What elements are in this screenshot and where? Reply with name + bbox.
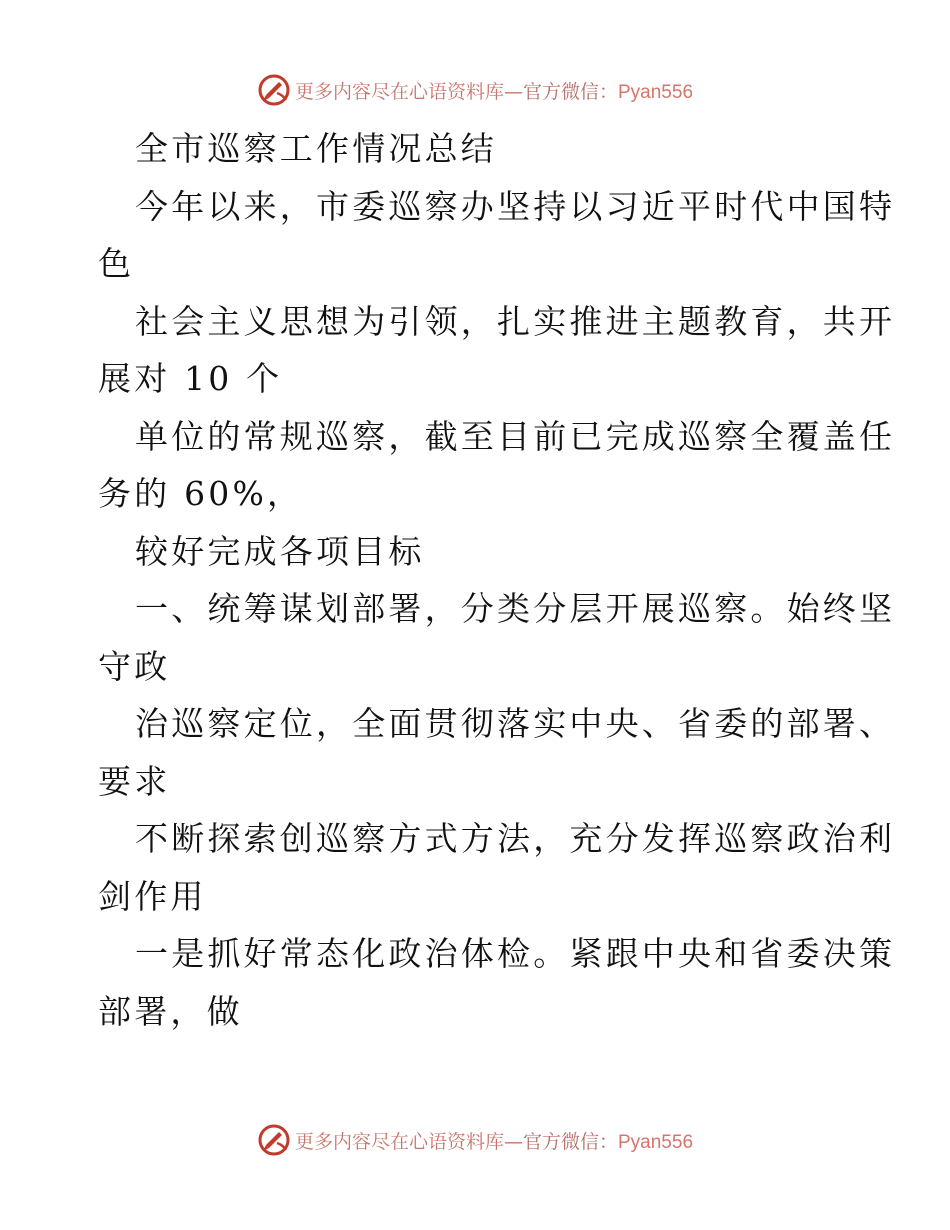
watermark-text: [295, 1127, 693, 1154]
watermark-wechat-label: 官方微信：: [522, 1130, 618, 1153]
paragraph-line: 一是抓好常态化政治体检。紧跟中央和省委决策: [135, 934, 896, 973]
footer-watermark: [0, 1120, 950, 1160]
watermark-prefix: 更多内容尽在心语资料库: [294, 1130, 504, 1153]
paragraph-line: 务的 60%，: [98, 474, 304, 513]
section-heading-line: 一、统筹谋划部署，分类分层开展巡察。始终坚: [135, 589, 896, 628]
paragraph-line: 不断探索创巡察方式方法，充分发挥巡察政治利: [135, 819, 896, 858]
paragraph-line: 治巡察定位，全面贯彻落实中央、省委的部署、: [135, 704, 896, 743]
watermark-separator: —: [503, 1130, 523, 1153]
document-body: [98, 120, 896, 1040]
paragraph-line: 社会主义思想为引领，扎实推进主题教育，共开: [135, 301, 896, 341]
document-title: 全市巡察工作情况总结: [135, 129, 497, 168]
watermark-wechat-id: Pyan556: [618, 1131, 694, 1153]
paragraph-line: 部署，做: [98, 991, 243, 1031]
paragraph-line: 要求: [98, 761, 171, 801]
pen-logo-icon: [257, 1123, 291, 1157]
watermark-wechat-id: Pyan556: [618, 81, 694, 103]
pen-logo-icon: [257, 73, 291, 107]
watermark-separator: —: [503, 80, 523, 103]
header-watermark: [0, 70, 950, 110]
paragraph-line: 守政: [98, 646, 171, 686]
paragraph-line: 较好完成各项目标: [135, 531, 425, 571]
paragraph-line: 剑作用: [98, 876, 207, 916]
watermark-wechat-label: 官方微信：: [522, 80, 618, 103]
paragraph-line: 今年以来，市委巡察办坚持以习近平时代中国特: [135, 186, 896, 226]
paragraph-line: 展对 10 个: [98, 359, 283, 398]
paragraph-line: 色: [98, 244, 135, 283]
paragraph-line: 单位的常规巡察，截至目前已完成巡察全覆盖任: [135, 416, 896, 456]
watermark-text: [295, 77, 693, 104]
watermark-prefix: 更多内容尽在心语资料库: [294, 80, 504, 103]
